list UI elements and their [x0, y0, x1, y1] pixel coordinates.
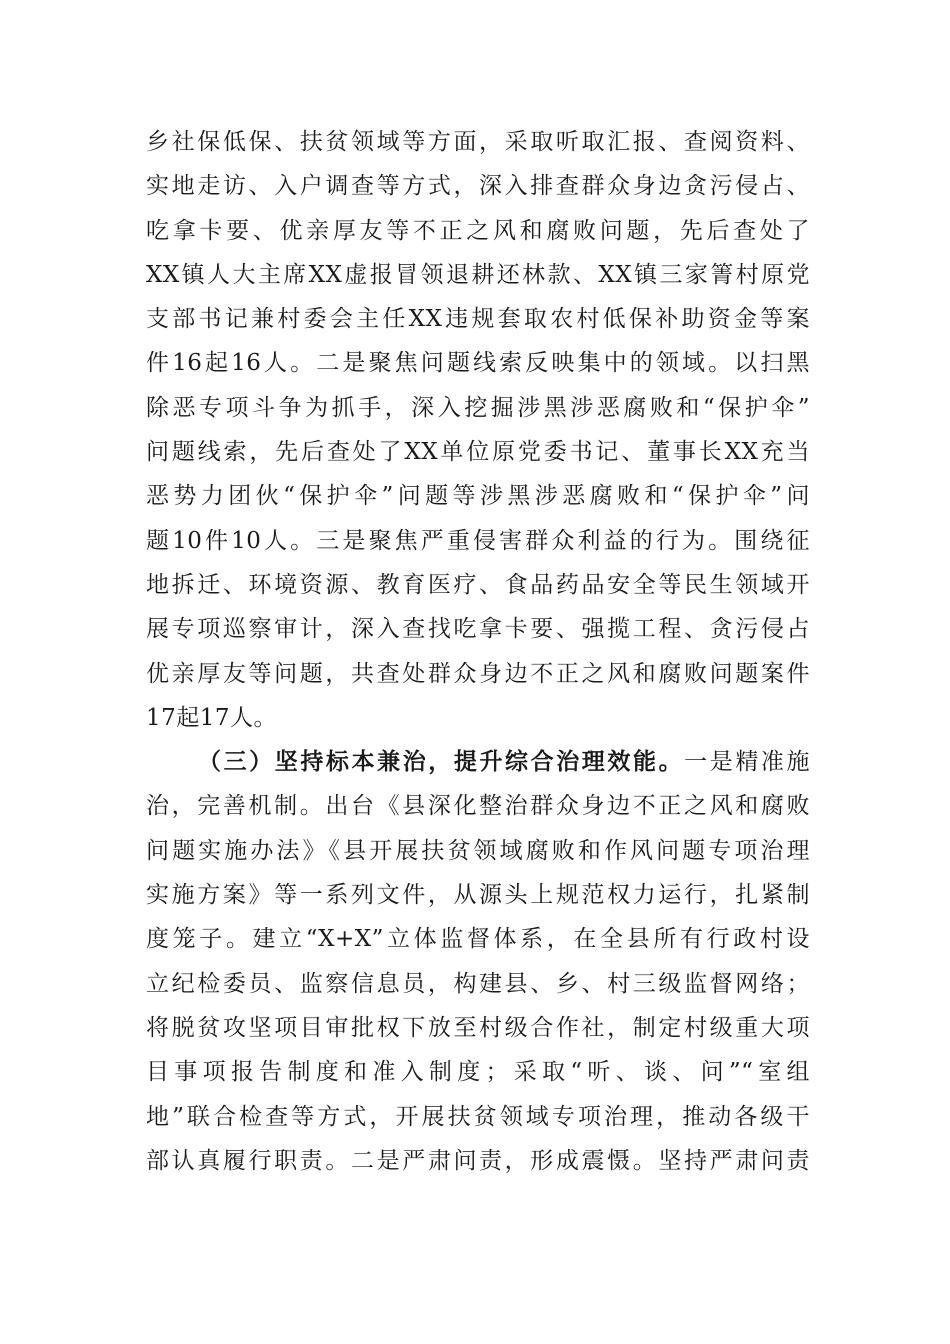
text-line: 支部书记兼村委会主任XX违规套取农村低保补助资金等案 [146, 306, 810, 333]
text-line: XX镇人大主席XX虚报冒领退耕还林款、XX镇三家箐村原党 [146, 261, 810, 288]
paragraph-first-line [146, 740, 810, 784]
text-line: 立纪检委员、监察信息员，构建县、乡、村三级监督网络； [146, 970, 810, 997]
text-line: 实地走访、入户调查等方式，深入排查群众身边贪污侵占、 [146, 173, 810, 200]
text-run: 一是精准施 [684, 749, 811, 776]
paragraph-2 [146, 740, 810, 1183]
text-line: 目事项报告制度和准入制度；采取“听、谈、问”“室组 [146, 1059, 810, 1086]
text-line: 实施方案》等一系列文件，从源头上规范权力运行，扎紧制 [146, 882, 810, 909]
section-heading: （三）坚持标本兼治，提升综合治理效能。 [198, 748, 685, 776]
text-line: 除恶专项斗争为抓手，深入挖掘涉黑涉恶腐败和“保护伞” [146, 394, 810, 421]
document-body [146, 120, 810, 1183]
text-line: 地”联合检查等方式，开展扶贫领域专项治理，推动各级干 [146, 1103, 810, 1130]
paragraph-1 [146, 120, 810, 740]
text-line: 题10件10人。三是聚焦严重侵害群众利益的行为。围绕征 [146, 527, 810, 554]
text-line: 问题线索，先后查处了XX单位原党委书记、董事长XX充当 [146, 439, 810, 466]
text-line: 展专项巡察审计，深入查找吃拿卡要、强揽工程、贪污侵占 [146, 616, 810, 643]
text-line: 恶势力团伙“保护伞”问题等涉黑涉恶腐败和“保护伞”问 [146, 483, 810, 510]
text-line: 乡社保低保、扶贫领域等方面，采取听取汇报、查阅资料、 [146, 129, 810, 155]
text-line: 17起17人。 [146, 704, 278, 731]
text-line: 问题实施办法》《县开展扶贫领域腐败和作风问题专项治理 [146, 837, 810, 864]
text-line: 将脱贫攻坚项目审批权下放至村级合作社，制定村级重大项 [146, 1014, 810, 1041]
text-line: 吃拿卡要、优亲厚友等不正之风和腐败问题，先后查处了 [146, 217, 810, 244]
text-line: 部认真履行职责。二是严肃问责，形成震慑。坚持严肃问责 [146, 1147, 810, 1174]
text-line: 件16起16人。二是聚焦问题线索反映集中的领域。以扫黑 [146, 350, 810, 377]
text-line: 优亲厚友等问题，共查处群众身边不正之风和腐败问题案件 [146, 660, 810, 687]
text-line: 治，完善机制。出台《县深化整治群众身边不正之风和腐败 [146, 793, 810, 820]
text-line: 地拆迁、环境资源、教育医疗、食品药品安全等民生领域开 [146, 571, 810, 598]
text-line: 度笼子。建立“X+X”立体监督体系，在全县所有行政村设 [146, 926, 810, 953]
